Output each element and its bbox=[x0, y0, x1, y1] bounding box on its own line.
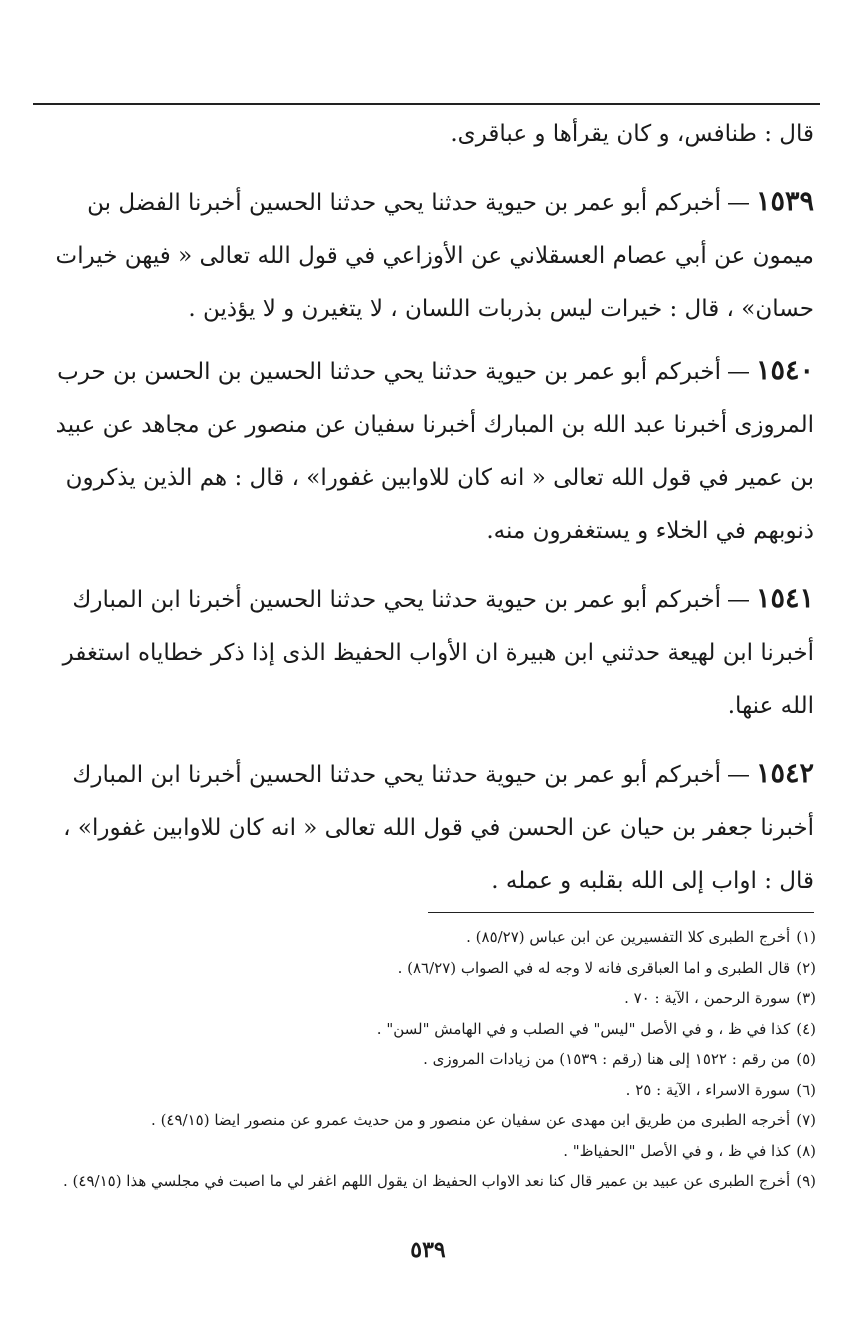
page-number: ٥٣٩ bbox=[410, 1237, 446, 1263]
footnote bbox=[30, 1014, 816, 1045]
entry-number: ١٥٣٩ bbox=[755, 186, 814, 217]
footnote-number: (٣) bbox=[796, 989, 816, 1007]
header-rule bbox=[33, 103, 820, 105]
entry-1542 bbox=[36, 747, 814, 908]
footnote-text: سورة الاسراء ، الآية : ٢٥ . bbox=[625, 1080, 791, 1099]
entry-dash: — bbox=[726, 359, 750, 385]
footnote-text: أخرج الطبرى عن عبيد بن عمير قال كنا نعد الاواب الحفيظ ان يقول اللهم اغفر لي ما اصبت في مجلسي هذا (٤٩/١٥) . bbox=[63, 1172, 791, 1190]
entry-dash: — bbox=[726, 762, 750, 788]
entry-number: ١٥٤١ bbox=[755, 583, 814, 614]
footnote-number: (١) bbox=[796, 928, 816, 946]
footnote-text: أخرج الطبرى كلا التفسيرين عن ابن عباس (٨٥/٢٧) . bbox=[466, 928, 791, 946]
footnotes-block bbox=[30, 922, 816, 1197]
footnote-number: (٥) bbox=[796, 1050, 816, 1068]
footnote bbox=[30, 1075, 816, 1106]
entry-1539 bbox=[36, 175, 814, 336]
entry-text: أخبركم أبو عمر بن حيوية حدثنا يحي حدثنا الحسين أخبرنا ابن المبارك أخبرنا جعفر بن حيان عن الحسن في قول الله تعالى « انه كان للاوابين غفورا» ، قال : اواب إلى الله بقلبه و عمله . bbox=[63, 762, 814, 894]
footnote-number: (٤) bbox=[796, 1019, 816, 1038]
main-text-block bbox=[36, 108, 814, 908]
entry-1541 bbox=[36, 572, 814, 733]
entry-number: ١٥٤٢ bbox=[755, 758, 814, 789]
paragraph-continuation bbox=[36, 108, 814, 161]
footnote-number: (٢) bbox=[796, 958, 816, 977]
footnote-text: أخرجه الطبرى من طريق ابن مهدى عن سفيان عن منصور و من حديث عمرو عن منصور ايضا (٤٩/١٥) . bbox=[151, 1111, 791, 1129]
footnote bbox=[30, 1136, 816, 1167]
footnote bbox=[30, 1044, 816, 1075]
footnote-number: (٧) bbox=[796, 1111, 816, 1129]
footnote-text: كذا في ظ ، و في الأصل "ليس" في الصلب و في الهامش "لسن" . bbox=[376, 1019, 791, 1038]
footnote-text: قال الطبرى و اما العباقرى فانه لا وجه له في الصواب (٨٦/٢٧) . bbox=[397, 958, 791, 977]
entry-dash: — bbox=[726, 190, 750, 216]
footnote bbox=[30, 983, 816, 1014]
entry-text: أخبركم أبو عمر بن حيوية حدثنا يحي حدثنا الحسين أخبرنا الفضل بن ميمون عن أبي عصام العسقلاني عن الأوزاعي في قول الله تعالى « فيهن خيرات حسان» ، قال : خيرات ليس بذربات اللسان ، لا يتغيرن و لا يؤذين . bbox=[55, 190, 814, 322]
entry-number: ١٥٤٠ bbox=[755, 355, 814, 386]
entry-text: أخبركم أبو عمر بن حيوية حدثنا يحي حدثنا الحسين بن الحسن بن حرب المروزى أخبرنا عبد الله بن المبارك أخبرنا سفيان عن منصور عن مجاهد عن عبيد بن عمير في قول الله تعالى « انه كان للاوابين غفورا» ، قال : هم الذين يذكرون ذنوبهم في الخلاء و يستغفرون منه. bbox=[55, 359, 814, 544]
footnote-number: (٨) bbox=[796, 1141, 816, 1160]
footnote-text: سورة الرحمن ، الآية : ٧٠ . bbox=[624, 989, 791, 1007]
footnote-number: (٦) bbox=[796, 1080, 816, 1099]
entry-text: أخبركم أبو عمر بن حيوية حدثنا يحي حدثنا الحسين أخبرنا ابن المبارك أخبرنا ابن لهيعة حدثني ابن هبيرة ان الأواب الحفيظ الذى إذا ذكر خطاياه استغفر الله عنها. bbox=[62, 587, 814, 719]
footnote-rule bbox=[428, 912, 814, 913]
entry-dash: — bbox=[726, 587, 750, 613]
entry-1540 bbox=[36, 344, 814, 558]
footnote-number: (٩) bbox=[796, 1172, 816, 1190]
footnote-text: كذا في ظ ، و في الأصل "الحفياظ" . bbox=[563, 1141, 791, 1160]
footnote bbox=[30, 922, 816, 953]
footnote bbox=[30, 1166, 816, 1197]
footnote bbox=[30, 953, 816, 984]
footnote bbox=[30, 1105, 816, 1136]
paragraph-text: قال : طنافس، و كان يقرأها و عباقرى. bbox=[450, 121, 814, 147]
footnote-text: من رقم : ١٥٢٢ إلى هنا (رقم : ١٥٣٩) من زيادات المروزى . bbox=[423, 1050, 791, 1068]
